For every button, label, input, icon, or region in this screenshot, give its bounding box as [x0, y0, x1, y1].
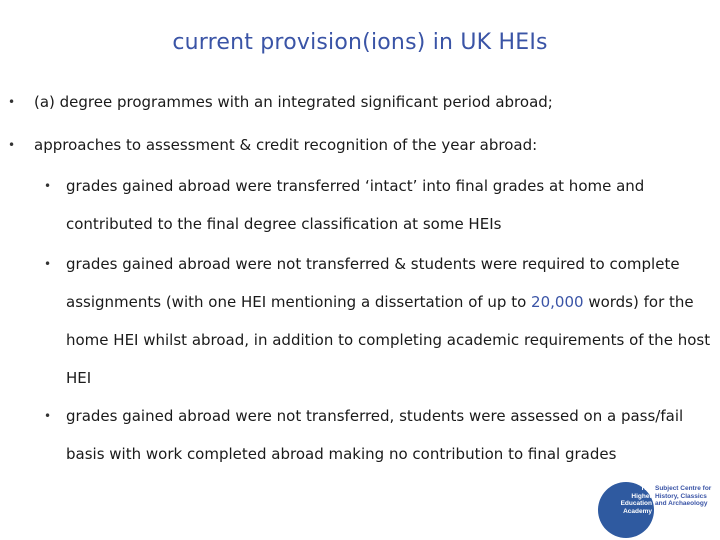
bullet-assessment-approaches: approaches to assessment & credit recognition of the year abroad: [34, 136, 538, 154]
logo-left-line: Higher [631, 492, 652, 500]
slide-title: current provision(ions) in UK HEIs [172, 30, 548, 55]
sub-bullet-pass-fail: grades gained abroad were not transferred, students were assessed on a pass/fail basis with work completed abroad making no contribution to final grades [66, 407, 684, 463]
logo-subject-centre-text [655, 485, 719, 508]
logo-academy-text [616, 485, 652, 515]
bullet-degree-programmes: (a) degree programmes with an integrated significant period abroad; [34, 93, 553, 111]
logo-right-line: and Archaeology [655, 500, 708, 507]
sub-bullet-transferred-intact: grades gained abroad were transferred ‘intact’ into final grades at home and contributed to the final degree classification at some HEIs [66, 177, 645, 233]
bullet-marker: • [8, 138, 16, 152]
logo-left-line: Education [620, 500, 652, 507]
logo-left-line: The [640, 485, 652, 492]
hea-subject-centre-logo [598, 482, 720, 540]
sub-bullet-marker: • [44, 179, 52, 193]
sub-bullet-not-transferred-assignments [66, 245, 711, 397]
word-count-number: 20,000 [531, 293, 584, 311]
sub-bullet-text-before: grades gained abroad were not transferred & students were required to complete assignments (with one HEI mentioning a dissertation of up to [66, 255, 680, 311]
logo-right-line: History, Classics [655, 492, 707, 500]
sub-bullet-marker: • [44, 257, 52, 271]
bullet-marker: • [8, 95, 16, 109]
sub-bullet-marker: • [44, 409, 52, 423]
sub-bullet-text-after: words) for the home HEI whilst abroad, in addition to completing academic requirements of the host HEI [66, 293, 711, 387]
logo-left-line: Academy [623, 507, 652, 515]
logo-right-line: Subject Centre for [655, 485, 712, 492]
